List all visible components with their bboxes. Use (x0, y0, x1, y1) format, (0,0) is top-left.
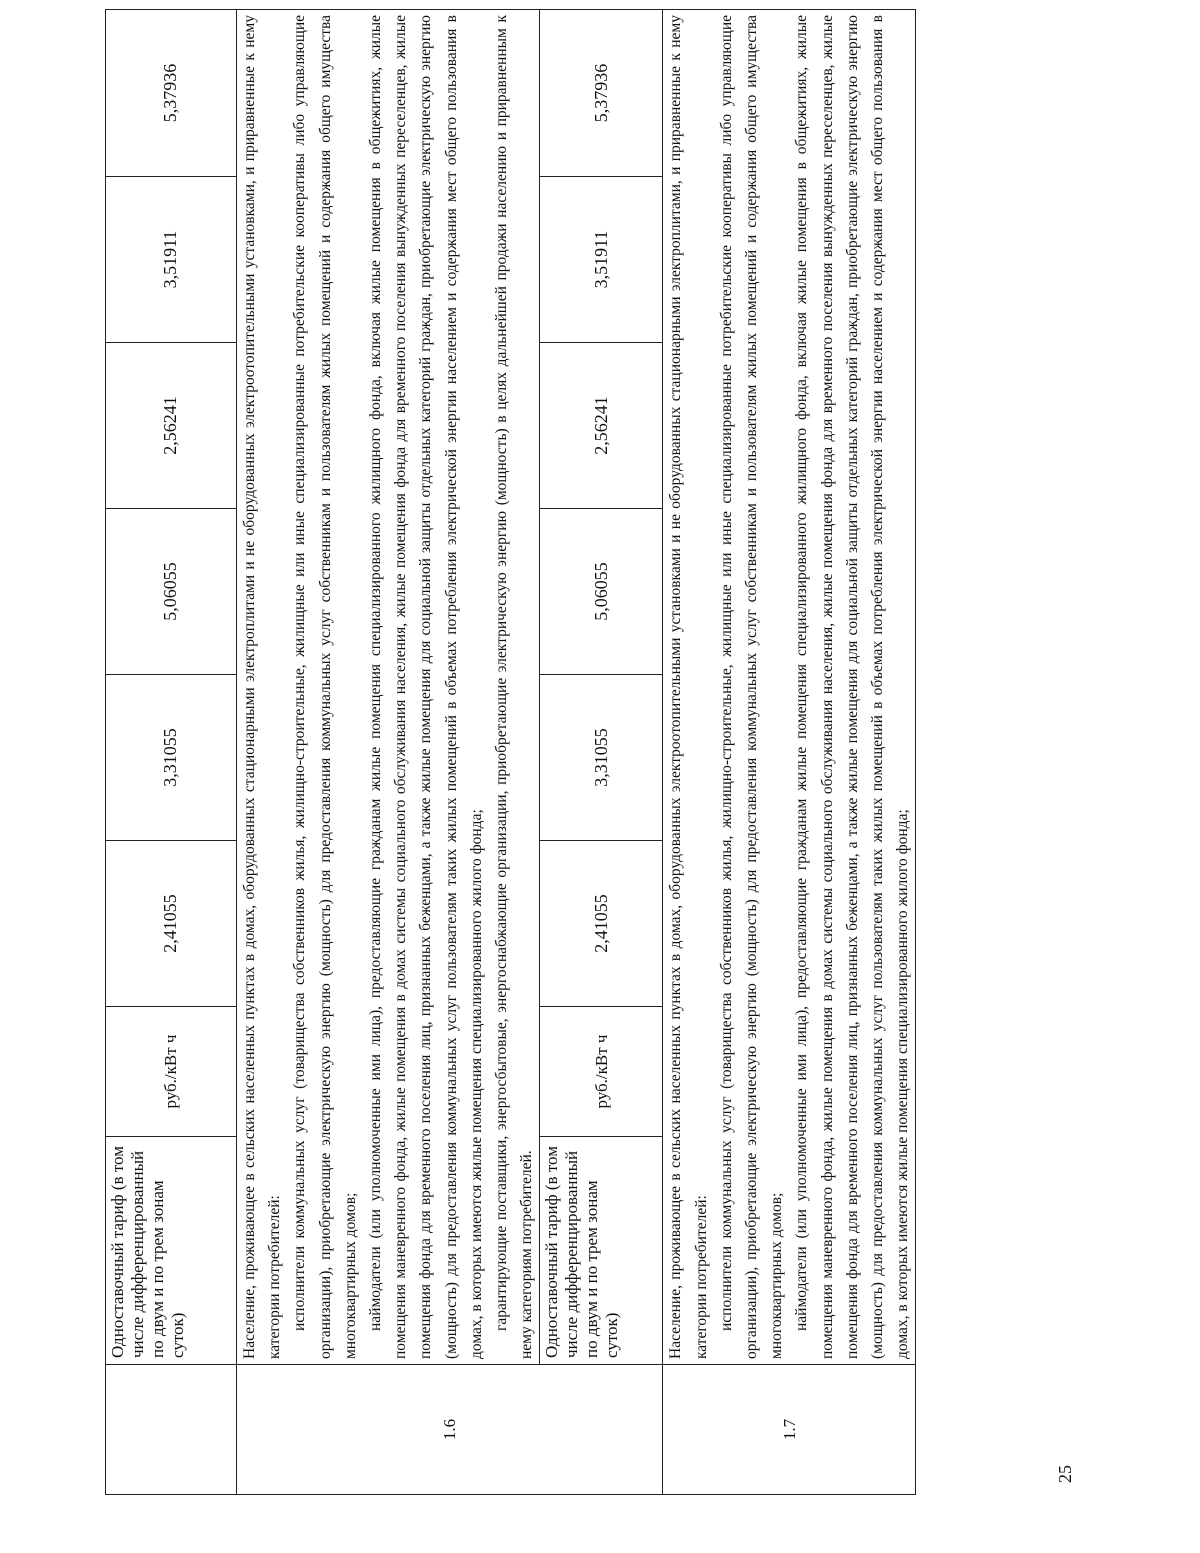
paragraph: Население, проживающее в сельских населенных пунктах в домах, оборудованных электроотопительными установками и не оборудованных стационарными электроплитами, и приравненные к нему категории потребителей: (667, 15, 710, 1359)
paragraph: исполнители коммунальных услуг (товарищества собственников жилья, жилищно-строительные, жилищные или иные специализированные потребительские кооперативы либо управляющие организации), приобретающие электрическую энергию (мощность) для предоставления коммунальных услуг собственникам и пользователям жилых помещений и содержания общего имущества многоквартирных домов; (717, 15, 786, 1359)
paragraph: Население, проживающее в сельских населенных пунктах в домах, оборудованных стационарными электроплитами и не оборудованных электроотопительными установками, и приравненные к нему категории потребителей: (241, 15, 284, 1359)
table-row (106, 10, 237, 1495)
tariff-value: 2,56241 (106, 343, 237, 509)
tariff-unit: руб./кВт ч (540, 1007, 663, 1137)
page-number: 25 (1055, 1465, 1075, 1483)
tariff-value: 3,31055 (540, 675, 663, 841)
category-description (663, 10, 916, 1365)
tariff-value: 5,37936 (106, 10, 237, 177)
tariff-value: 2,41055 (106, 841, 237, 1007)
tariff-value: 5,37936 (540, 10, 663, 177)
table-row (663, 10, 916, 1495)
tariff-value: 5,06055 (106, 509, 237, 675)
table-row (540, 10, 663, 1495)
tariff-value: 3,31055 (106, 675, 237, 841)
section-number-cell (106, 1365, 237, 1495)
tariff-value: 2,56241 (540, 343, 663, 509)
tariff-label: Одноставочный тариф (в том числе дифференцированный по двум и по трем зонам суток) (106, 1137, 237, 1365)
tariff-unit: руб./кВт ч (106, 1007, 237, 1137)
tariff-value: 2,41055 (540, 841, 663, 1007)
paragraph: гарантирующие поставщики, энергосбытовые, энергоснабжающие организации, приобретающие электрическую энергию (мощность) в целях дальнейшей продажи населению и приравненным к нему категориям потребителей. (493, 15, 536, 1359)
tariff-table (105, 9, 916, 1495)
category-description (237, 10, 540, 1365)
tariff-value: 3,51911 (106, 177, 237, 343)
section-number: 1.6 (237, 1365, 663, 1495)
table-row (237, 10, 540, 1495)
section-number: 1.7 (663, 1365, 916, 1495)
paragraph: наймодатели (или уполномоченные ими лица), предоставляющие гражданам жилые помещения специализированного жилищного фонда, включая жилые помещения в общежитиях, жилые помещения маневренного фонда, жилые помещения в домах системы социального обслуживания населения, жилые помещения фонда для временного поселения вынужденных переселенцев, жилые помещения фонда для временного поселения лиц, признанных беженцами, а также жилые помещения для социальной защиты отдельных категорий граждан, приобретающие электрическую энергию (мощность) для предоставления коммунальных услуг пользователям таких жилых помещений в объемах потребления электрической энергии населением и содержания мест общего пользования в домах, в которых имеются жилые помещения специализированного жилого фонда; (367, 15, 485, 1359)
tariff-value: 3,51911 (540, 177, 663, 343)
tariff-value: 5,06055 (540, 509, 663, 675)
tariff-label: Одноставочный тариф (в том числе дифференцированный по двум и по трем зонам суток) (540, 1137, 663, 1365)
paragraph: наймодатели (или уполномоченные ими лица), предоставляющие гражданам жилые помещения специализированного жилищного фонда, включая жилые помещения в общежитиях, жилые помещения маневренного фонда, жилые помещения в домах системы социального обслуживания населения, жилые помещения фонда для временного поселения вынужденных переселенцев, жилые помещения фонда для временного поселения лиц, признанных беженцами, а также жилые помещения для социальной защиты отдельных категорий граждан, приобретающие электрическую энергию (мощность) для предоставления коммунальных услуг пользователям таких жилых помещений в объемах потребления электрической энергии населением и содержания мест общего пользования в домах, в которых имеются жилые помещения специализированного жилого фонда; (793, 15, 912, 1359)
paragraph: исполнители коммунальных услуг (товарищества собственников жилья, жилищно-строительные, жилищные или иные специализированные потребительские кооперативы либо управляющие организации), приобретающие электрическую энергию (мощность) для предоставления коммунальных услуг собственникам и пользователям жилых помещений и содержания общего имущества многоквартирных домов; (291, 15, 359, 1359)
